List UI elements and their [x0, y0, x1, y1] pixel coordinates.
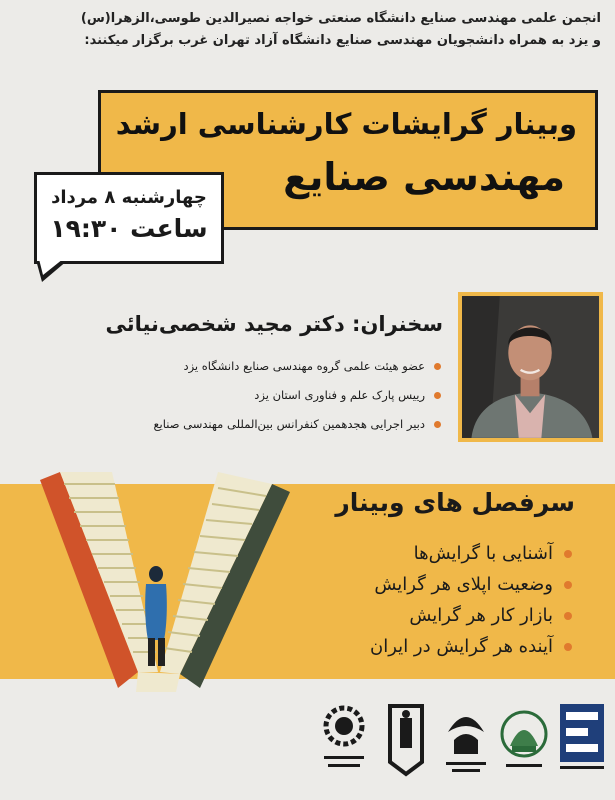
outline-item: وضعیت اپلای هر گرایش — [370, 569, 575, 600]
dome-logo-icon — [498, 698, 550, 780]
speaker-role: دبیر اجرایی هجدهمین کنفرانس بین‌المللی مهندسی صنایع — [23, 410, 443, 439]
azad-gear-logo-icon — [318, 698, 370, 780]
stairs-illustration — [40, 462, 290, 692]
event-time: ساعت ۱۹:۳۰ — [50, 214, 208, 243]
logo-strip — [318, 698, 608, 782]
intro-line-1: انجمن علمی مهندسی صنایع دانشگاه صنعتی خواجه نصیرالدین طوسی،الزهرا(س) — [80, 11, 601, 26]
event-date: چهارشنبه ۸ مرداد — [51, 187, 207, 208]
speaker-photo — [458, 292, 603, 442]
webinar-subtitle: مهندسی صنایع — [283, 155, 565, 199]
outline-items — [370, 538, 575, 662]
kntu-logo-icon — [556, 698, 608, 780]
speaker-portrait-icon — [462, 296, 599, 438]
outline-item: آشنایی با گرایش‌ها — [370, 538, 575, 569]
intro-line-2: و یزد به همراه دانشجویان مهندسی صنایع دانشگاه آزاد تهران غرب برگزار میکنند: — [84, 33, 601, 48]
stairs-icon — [40, 462, 290, 692]
speaker-heading: سخنران: دکتر مجید شخصی‌نیائی — [105, 312, 443, 336]
yazd-logo-icon — [440, 698, 492, 780]
date-bubble — [34, 172, 224, 264]
intro-text — [11, 8, 601, 52]
speaker-role: عضو هیئت علمی گروه مهندسی صنایع دانشگاه یزد — [23, 352, 443, 381]
outline-item: آینده هر گرایش در ایران — [370, 631, 575, 662]
bubble-tail-inner — [39, 259, 63, 275]
speaker-roles — [23, 352, 443, 439]
speaker-role: رییس پارک علم و فناوری استان یزد — [23, 381, 443, 410]
outline-heading: سرفصل های وبینار — [335, 488, 575, 517]
webinar-title: وبینار گرایشات کارشناسی ارشد — [115, 107, 577, 141]
outline-item: بازار کار هر گرایش — [370, 600, 575, 631]
alzahra-logo-icon — [380, 698, 432, 780]
